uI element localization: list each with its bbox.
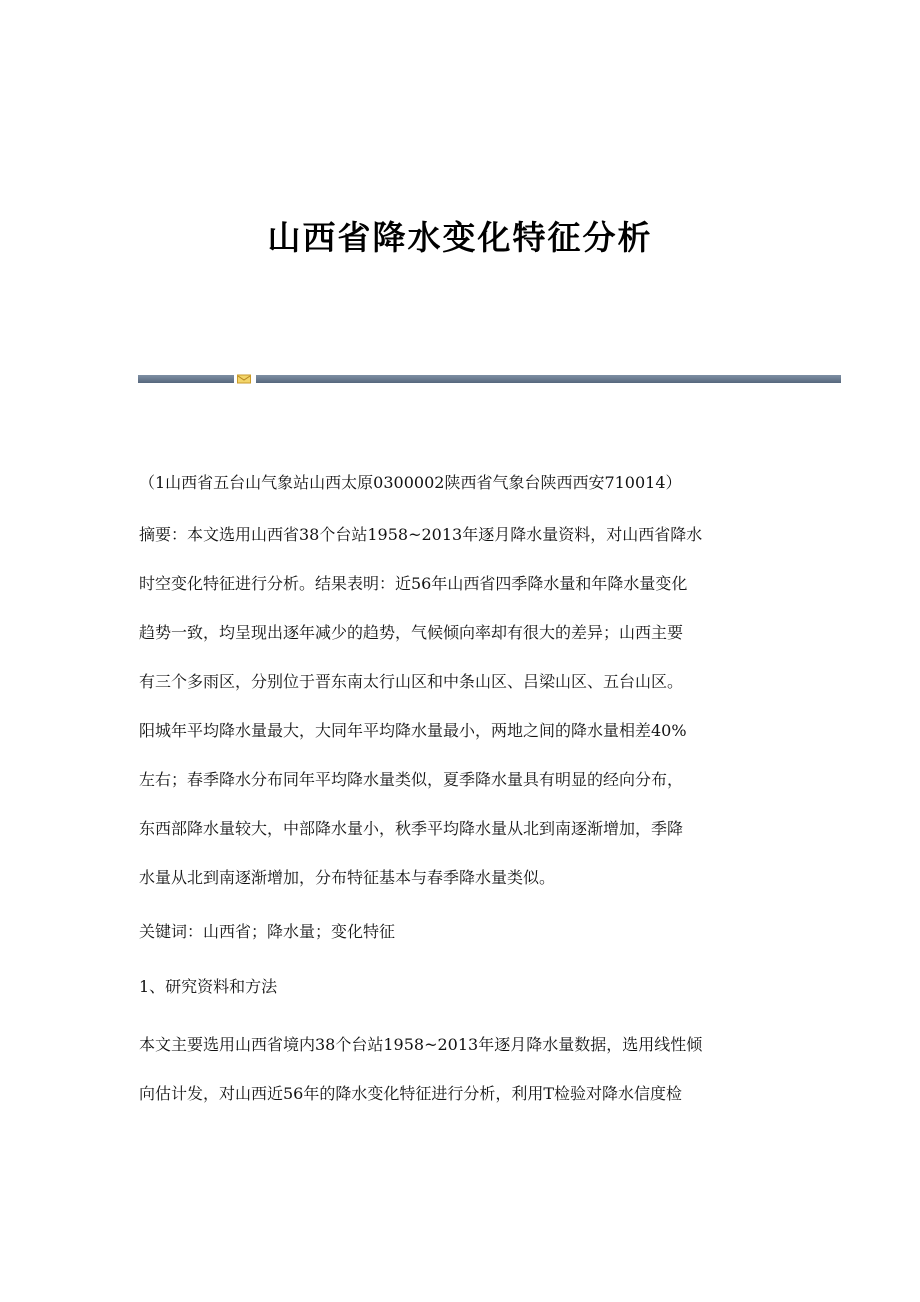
divider-bar-left <box>138 375 234 383</box>
abstract-line: 趋势一致，均呈现出逐年减少的趋势，气候倾向率却有很大的差异；山西主要 <box>139 623 684 642</box>
author-affiliation: （1山西省五台山气象站山西太原0300002陕西省气象台陕西西安710014） <box>139 473 682 492</box>
abstract <box>139 510 789 902</box>
document-title: 山西省降水变化特征分析 <box>267 218 653 257</box>
section-heading: 1、研究资料和方法 <box>139 977 278 996</box>
abstract-line: 东西部降水量较大，中部降水量小，秋季平均降水量从北到南逐渐增加，季降 <box>139 819 684 838</box>
abstract-line: 阳城年平均降水量最大，大同年平均降水量最小，两地之间的降水量相差40% <box>139 721 687 740</box>
abstract-line: 左右；春季降水分布同年平均降水量类似，夏季降水量具有明显的经向分布， <box>139 770 684 789</box>
abstract-line: 时空变化特征进行分析。结果表明：近56年山西省四季降水量和年降水量变化 <box>139 574 688 593</box>
title-divider <box>138 374 841 384</box>
divider-bar-right <box>256 375 841 383</box>
paragraph-line: 本文主要选用山西省境内38个台站1958~2013年逐月降水量数据，选用线性倾 <box>139 1035 703 1054</box>
abstract-line: 有三个多雨区，分别位于晋东南太行山区和中条山区、吕梁山区、五台山区。 <box>139 672 684 691</box>
keywords: 关键词：山西省；降水量；变化特征 <box>139 922 396 941</box>
section-paragraph <box>139 1020 789 1118</box>
divider-ornament-icon <box>237 374 251 384</box>
abstract-line: 水量从北到南逐渐增加，分布特征基本与春季降水量类似。 <box>139 868 556 887</box>
paragraph-line: 向估计发，对山西近56年的降水变化特征进行分析，利用T检验对降水信度检 <box>139 1084 683 1103</box>
abstract-line: 摘要：本文选用山西省38个台站1958~2013年逐月降水量资料，对山西省降水 <box>139 525 703 544</box>
